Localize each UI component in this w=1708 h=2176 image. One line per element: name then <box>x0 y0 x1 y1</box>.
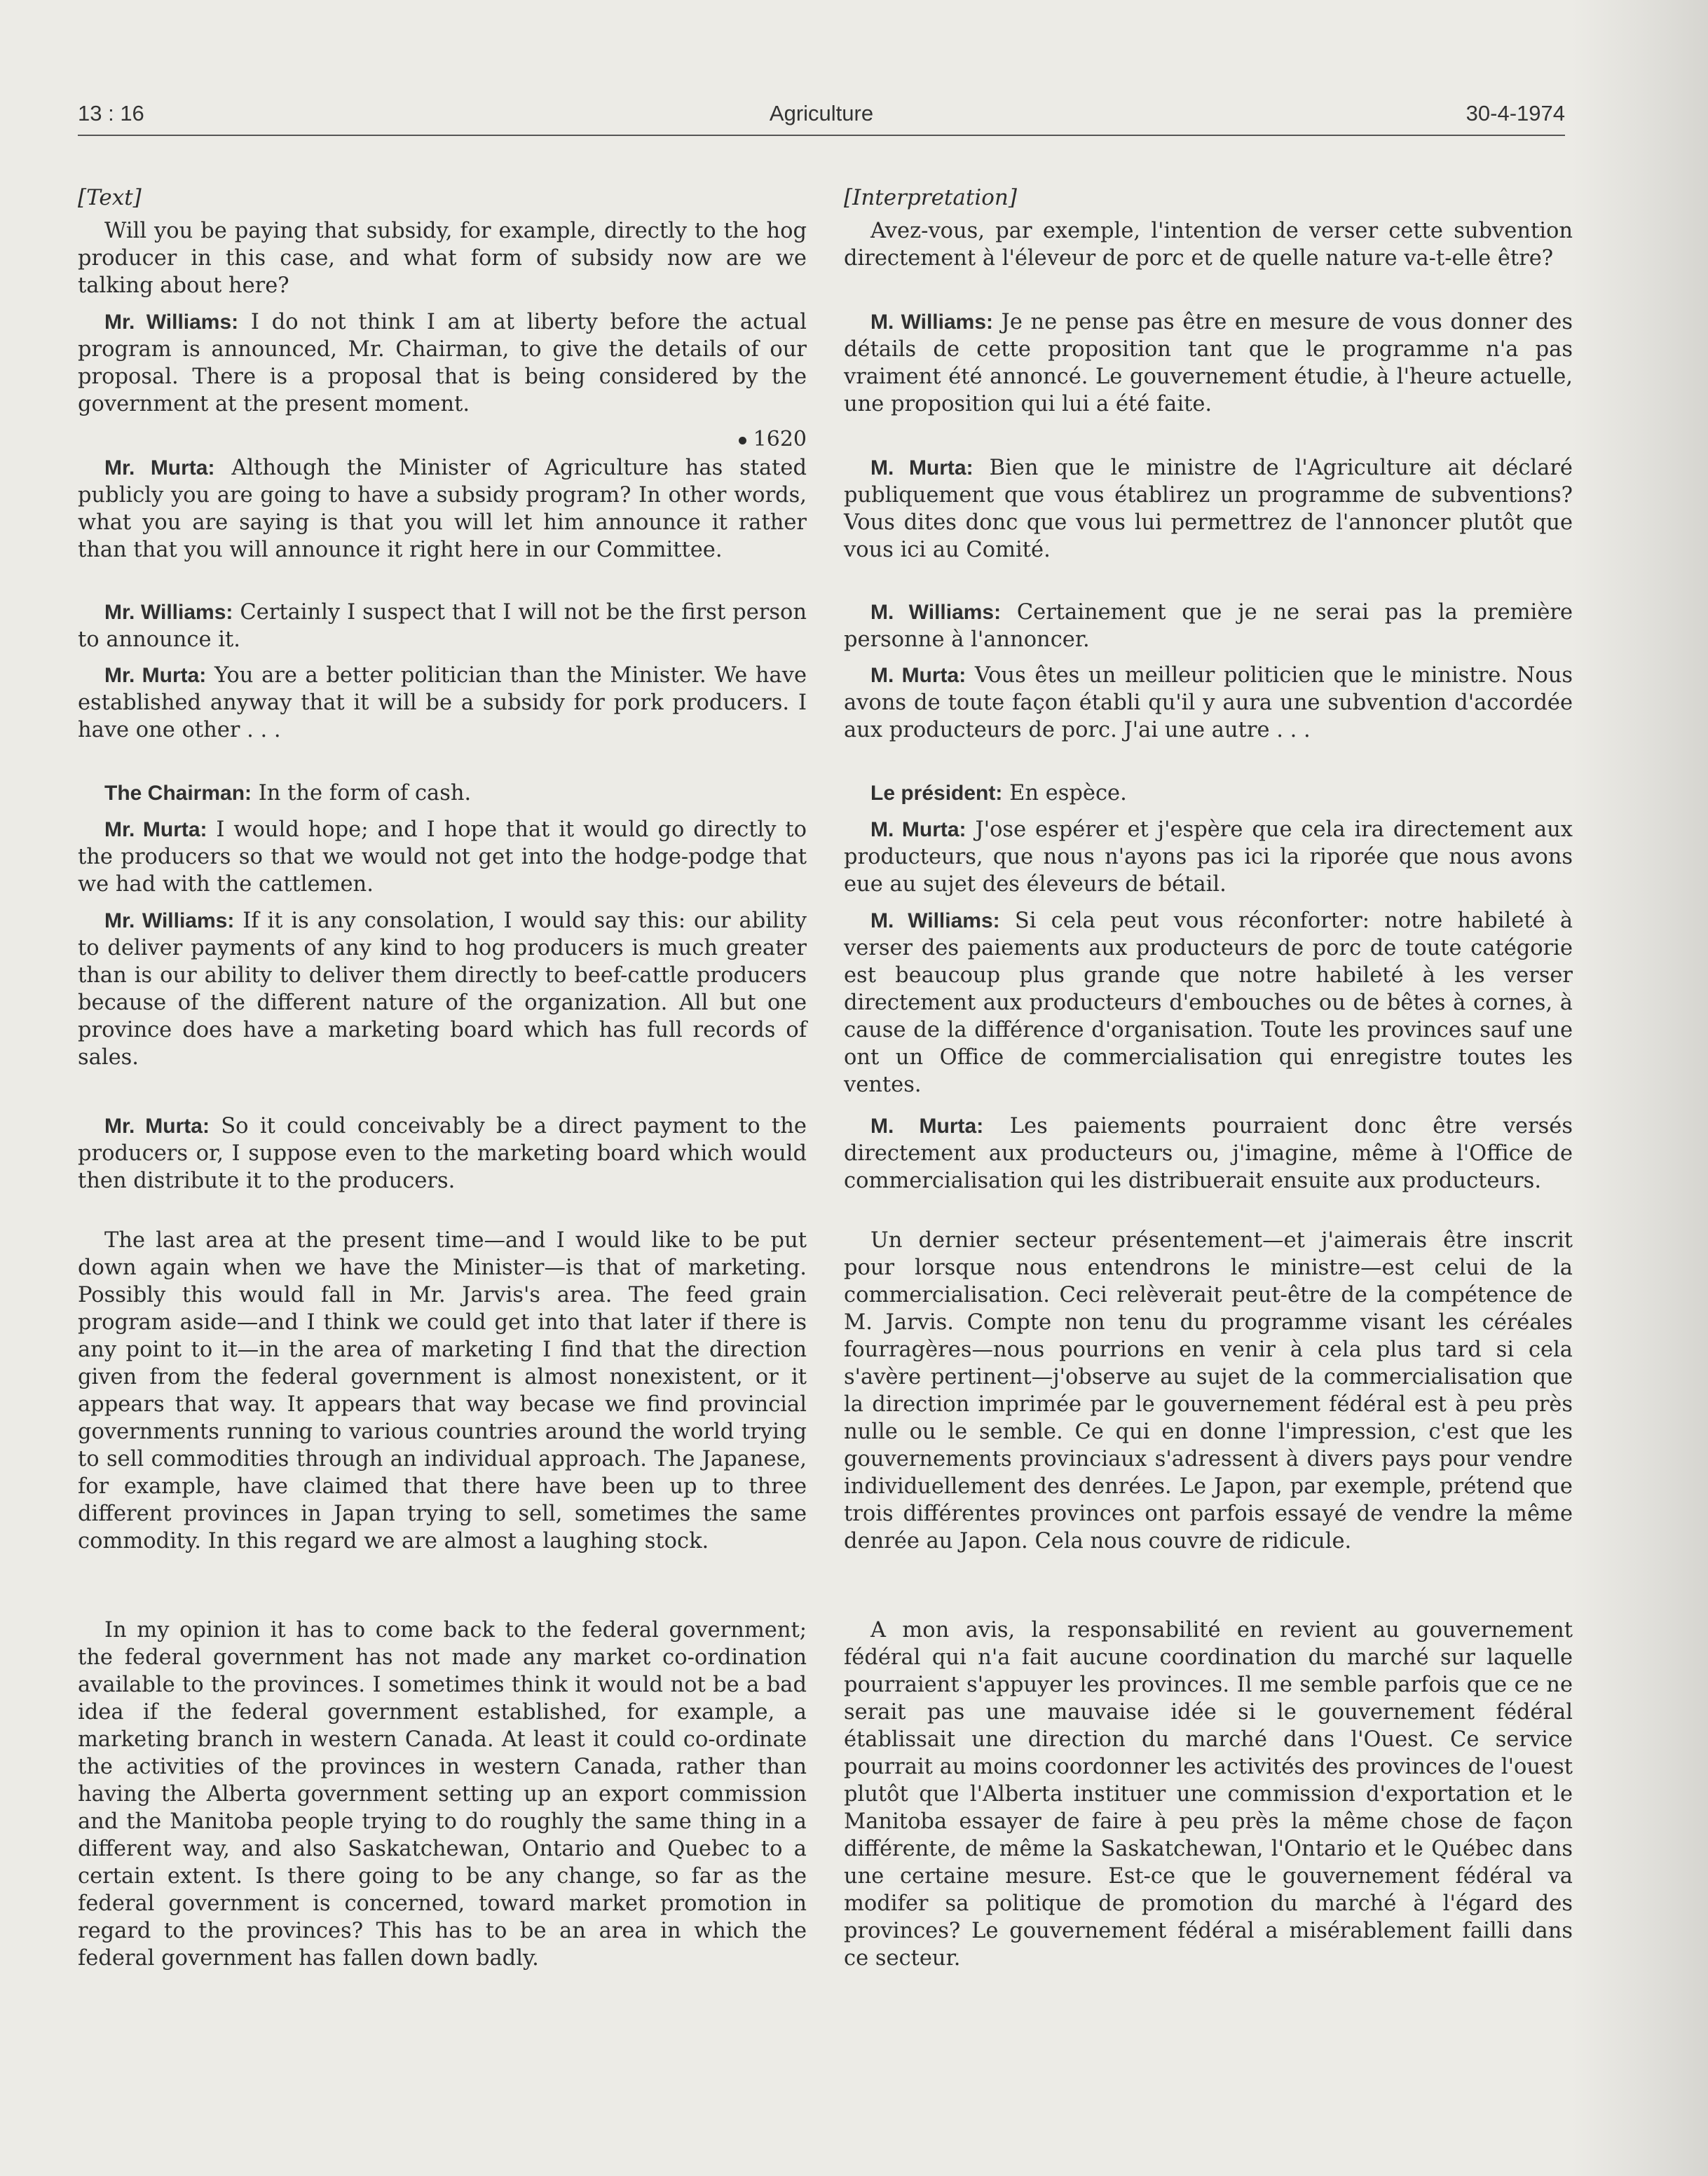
english-paragraph: Mr. Williams: If it is any consolation, I would say this: our ability to deliver payments of any kind to hog producers is much greater than is our ability to deliver them directly to beef-cattle producers because of the different nature of the organization. All but one province does have a marketing board which has full records of sales. <box>78 909 807 1070</box>
language-label-text: [Text] <box>78 185 142 210</box>
french-paragraph: A mon avis, la responsabilité en revient au gouvernement fédéral qui n'a fait aucune coordination du marché sur laquelle pourraient s'appuyer les provinces. Il me semble parfois que ce ne serait pas une mauvaise idée si le gouvernement fédéral établissait une direction du marché dans l'Ouest. Ce service pourrait au moins coordonner les activités des provinces de l'ouest plutôt que l'Alberta instituer une commission d'exportation et le Manitoba essayer de faire à peu près la même chose de façon différente, de même la Saskatchewan, l'Ontario et le Québec dans une certaine mesure. Est-ce que le gouvernement fédéral va modifer sa politique de promotion du marché à l'égard des provinces? Le gouvernement fédéral a misérablement failli dans ce secteur. <box>844 1618 1573 1971</box>
english-paragraph: The Chairman: In the form of cash. <box>104 781 472 805</box>
french-paragraph: M. Williams: Je ne pense pas être en mesure de vous donner des détails de cette proposition tant que le programme n'a pas vraiment été annoncé. Le gouvernement étudie, à l'heure actuelle, une proposition qui lui a été faite. <box>844 310 1573 416</box>
french-paragraph: M. Williams: Certainement que je ne serai pas la première personne à l'annoncer. <box>844 600 1573 652</box>
english-paragraph: Mr. Williams: Certainly I suspect that I will not be the first person to announce it. <box>78 600 807 652</box>
page-number: 13 : 16 <box>78 101 144 125</box>
french-paragraph: Le président: En espèce. <box>870 781 1127 805</box>
french-paragraph: Un dernier secteur présentement—et j'aimerais être inscrit pour lorsque nous entendrons le ministre—est celui de la commercialisation. Ceci relèverait peut-être de la compétence de M. Jarvis. Compte non tenu du programme visant les céréales fourragères—nous pourrions en venir à cela plus tard si cela s'avère pertinent—j'observe au sujet de la commercialisation que la direction imprimée par le gouvernement fédéral est à peu près nulle ou le semble. Ce qui en donne l'impression, c'est que les gouvernements provinciaux s'adressent à divers pays pour vendre individuellement des denrées. Le Japon, par exemple, prétend que trois différentes provinces ont parfois essayé de vendre la même denrée au Japon. Cela nous couvre de ridicule. <box>844 1228 1573 1553</box>
running-title: Agriculture <box>769 101 874 125</box>
time-marker: 1620 <box>739 426 807 453</box>
french-paragraph: M. Murta: Les paiements pourraient donc être versés directement aux producteurs ou, j'imagine, même à l'Office de commercialisation qui les distribuerait ensuite aux producteurs. <box>844 1114 1573 1193</box>
english-paragraph: Mr. Murta: You are a better politician than the Minister. We have established anyway that it will be a subsidy for pork producers. I have one other . . . <box>78 663 807 742</box>
english-paragraph: The last area at the present time—and I would like to be put down again when we have the Minister—is that of marketing. Possibly this would fall in Mr. Jarvis's area. The feed grain program aside—and I think we could get into that later if there is any point to it—in the area of marketing I find that the direction given from the federal government is almost nonexistent, or it appears that way. It appears that way becase we find provincial governments running to various countries around the world trying to sell commodities through an individual approach. The Japanese, for example, have claimed that there have been up to three different provinces in Japan trying to sell, sometimes the same commodity. In this regard we are almost a laughing stock. <box>78 1228 807 1553</box>
english-paragraph: Mr. Murta: So it could conceivably be a direct payment to the producers or, I suppose even to the marketing board which would then distribute it to the producers. <box>78 1114 807 1193</box>
english-paragraph: In my opinion it has to come back to the federal government; the federal government has not made any market co-ordination available to the provinces. I sometimes think it would not be a bad idea if the federal government established, for example, a marketing branch in western Canada. At least it could co-ordinate the activities of the provinces in western Canada, rather than having the Alberta government setting up an export commission and the Manitoba people trying to do roughly the same thing in a different way, and also Saskatchewan, Ontario and Quebec to a certain extent. Is there going to be any change, so far as the federal government is concerned, toward market promotion in regard to the provinces? This has to be an area in which the federal government has fallen down badly. <box>78 1618 807 1971</box>
french-paragraph: Avez-vous, par exemple, l'intention de verser cette subvention directement à l'éleveur de porc et de quelle nature va-t-elle être? <box>844 219 1573 271</box>
english-paragraph: Will you be paying that subsidy, for example, directly to the hog producer in this case, and what form of subsidy now are we talking about here? <box>78 219 807 298</box>
french-paragraph: M. Murta: J'ose espérer et j'espère que cela ira directement aux producteurs, que nous n'ayons pas ici la riporée que nous avons eue au sujet des éleveurs de bétail. <box>844 817 1573 897</box>
language-label-interpretation: [Interpretation] <box>844 185 1017 210</box>
bullet-icon <box>739 437 746 444</box>
french-paragraph: M. Murta: Bien que le ministre de l'Agriculture ait déclaré publiquement que vous établirez un programme de subventions? Vous dites donc que vous lui permettrez de l'annoncer plutôt que vous ici au Comité. <box>844 456 1573 562</box>
page-date: 30-4-1974 <box>1466 101 1565 125</box>
french-paragraph: M. Murta: Vous êtes un meilleur politicien que le ministre. Nous avons de toute façon établi qu'il y aura une subvention d'accordée aux producteurs de porc. J'ai une autre . . . <box>844 663 1573 742</box>
english-paragraph: Mr. Williams: I do not think I am at liberty before the actual program is announced, Mr. Chairman, to give the details of our proposal. There is a proposal that is being considered by the government at the present moment. <box>78 310 807 416</box>
english-paragraph: Mr. Murta: I would hope; and I hope that it would go directly to the producers so that we would not get into the hodge-podge that we had with the cattlemen. <box>78 817 807 897</box>
english-paragraph: Mr. Murta: Although the Minister of Agriculture has stated publicly you are going to have a subsidy program? In other words, what you are saying is that you will let him announce it rather than that you will announce it right here in our Committee. <box>78 456 807 562</box>
page-header <box>78 98 1565 136</box>
french-paragraph: M. Williams: Si cela peut vous réconforter: notre habileté à verser des paiements aux producteurs de porc de toute catégorie est beaucoup plus grande que notre habileté à les verser directement aux producteurs d'embouches ou de bêtes à cornes, à cause de la différence d'organisation. Toute les provinces sauf une ont un Office de commercialisation qui enregistre toutes les ventes. <box>844 909 1573 1097</box>
